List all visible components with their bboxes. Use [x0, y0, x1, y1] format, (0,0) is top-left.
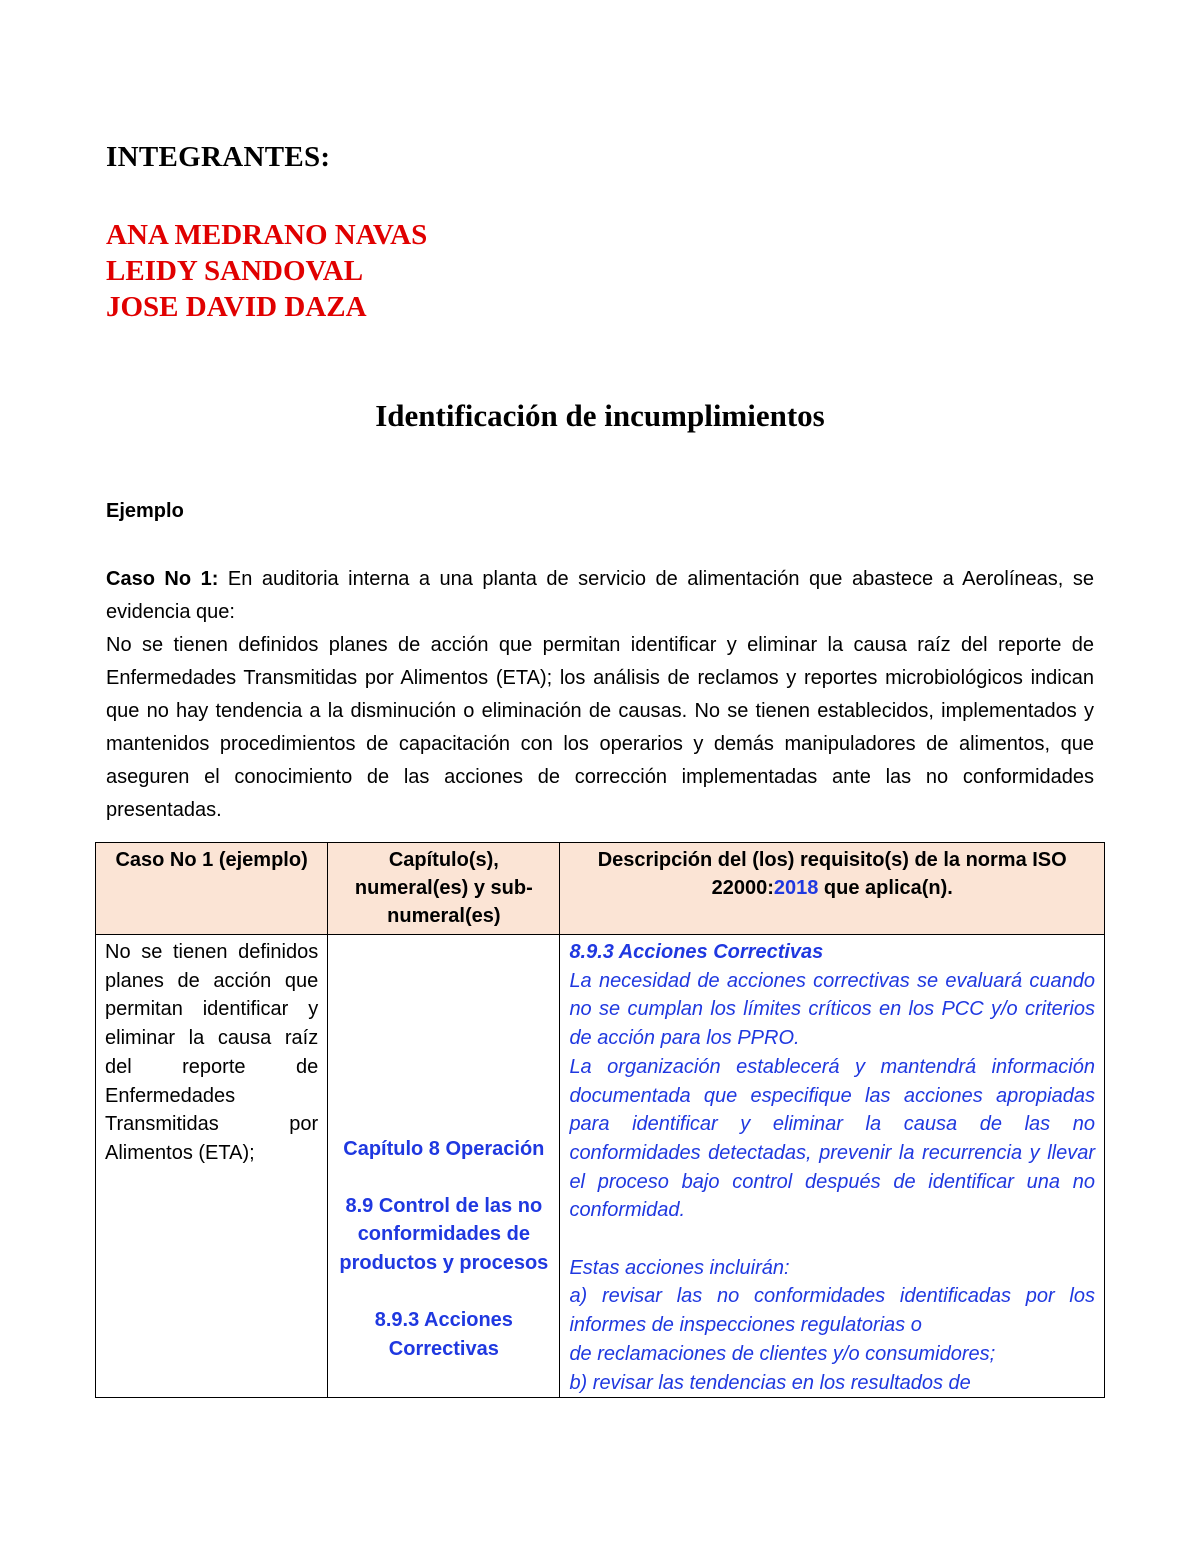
cell-chapter	[328, 935, 560, 1398]
case-paragraph	[106, 563, 1094, 827]
description-item-a-cont: de reclamaciones de clientes y/o consumidores;	[569, 1342, 996, 1365]
integrantes-label: INTEGRANTES:	[106, 141, 331, 173]
case-body-text: No se tienen definidos planes de acción que permitan identificar y eliminar la causa raíz del reporte de Enfermedades Transmitidas por Alimentos (ETA); los análisis de reclamos y reportes microbiológicos indican que no hay tendencia a la disminución o eliminación de causas. No se tienen establecidos, implementados y mantenidos procedimientos de capacitación con los operarios y demás manipuladores de alimentos, que aseguren el conocimiento de las acciones de corrección implementadas ante las no conformidades presentadas.	[106, 634, 1094, 821]
description-item-b: b) revisar las tendencias en los resultados de	[569, 1371, 971, 1394]
table-row	[96, 935, 1105, 1398]
description-paragraph: Estas acciones incluirán:	[569, 1256, 790, 1279]
member-name: ANA MEDRANO NAVAS	[106, 219, 428, 251]
requirements-table	[95, 842, 1105, 1398]
table-header-row	[96, 843, 1105, 935]
description-paragraph: La organización establecerá y mantendrá información documentada que especifique las acciones apropiadas para identificar y eliminar la causa de las no conformidades detectadas, prevenir la recurrencia y llevar el proceso bajo control después de identificar una no conformidad.	[569, 1055, 1095, 1222]
case-intro-text: En auditoria interna a una planta de servicio de alimentación que abastece a Aerolíneas, se evidencia que:	[106, 568, 1095, 623]
header-description-year: 2018	[773, 877, 819, 899]
case-label: Caso No 1:	[106, 568, 219, 590]
cell-description	[560, 935, 1105, 1398]
header-description-pre: Descripción del (los) requisito(s) de la norma ISO 22000:	[597, 849, 1067, 899]
cell-case-text: No se tienen definidos planes de acción que permitan identificar y eliminar la causa raíz del reporte de Enfermedades Transmitidas por Alimentos (ETA);	[96, 935, 328, 1398]
header-case: Caso No 1 (ejemplo)	[96, 843, 328, 935]
description-item-a: a) revisar las no conformidades identificadas por los informes de inspecciones regulatorias o	[569, 1285, 1095, 1337]
chapter-item: 8.9.3 Acciones Correctivas	[374, 1308, 513, 1360]
header-description-post: que aplica(n).	[818, 877, 953, 899]
chapter-item: 8.9 Control de las no conformidades de productos y procesos	[339, 1194, 549, 1275]
header-chapter: Capítulo(s), numeral(es) y sub-numeral(es)	[328, 843, 560, 935]
chapter-item: Capítulo 8 Operación	[343, 1138, 545, 1160]
member-name: LEIDY SANDOVAL	[106, 255, 364, 287]
member-name: JOSE DAVID DAZA	[106, 291, 367, 323]
header-description	[560, 843, 1105, 935]
document-title: Identificación de incumplimientos	[375, 398, 825, 433]
description-paragraph: La necesidad de acciones correctivas se evaluará cuando no se cumplan los límites críticos en los PCC y/o criterios de acción para los PPRO.	[569, 969, 1095, 1050]
description-title: 8.9.3 Acciones Correctivas	[569, 941, 824, 963]
example-label: Ejemplo	[106, 500, 184, 522]
spacer	[569, 1225, 1095, 1254]
